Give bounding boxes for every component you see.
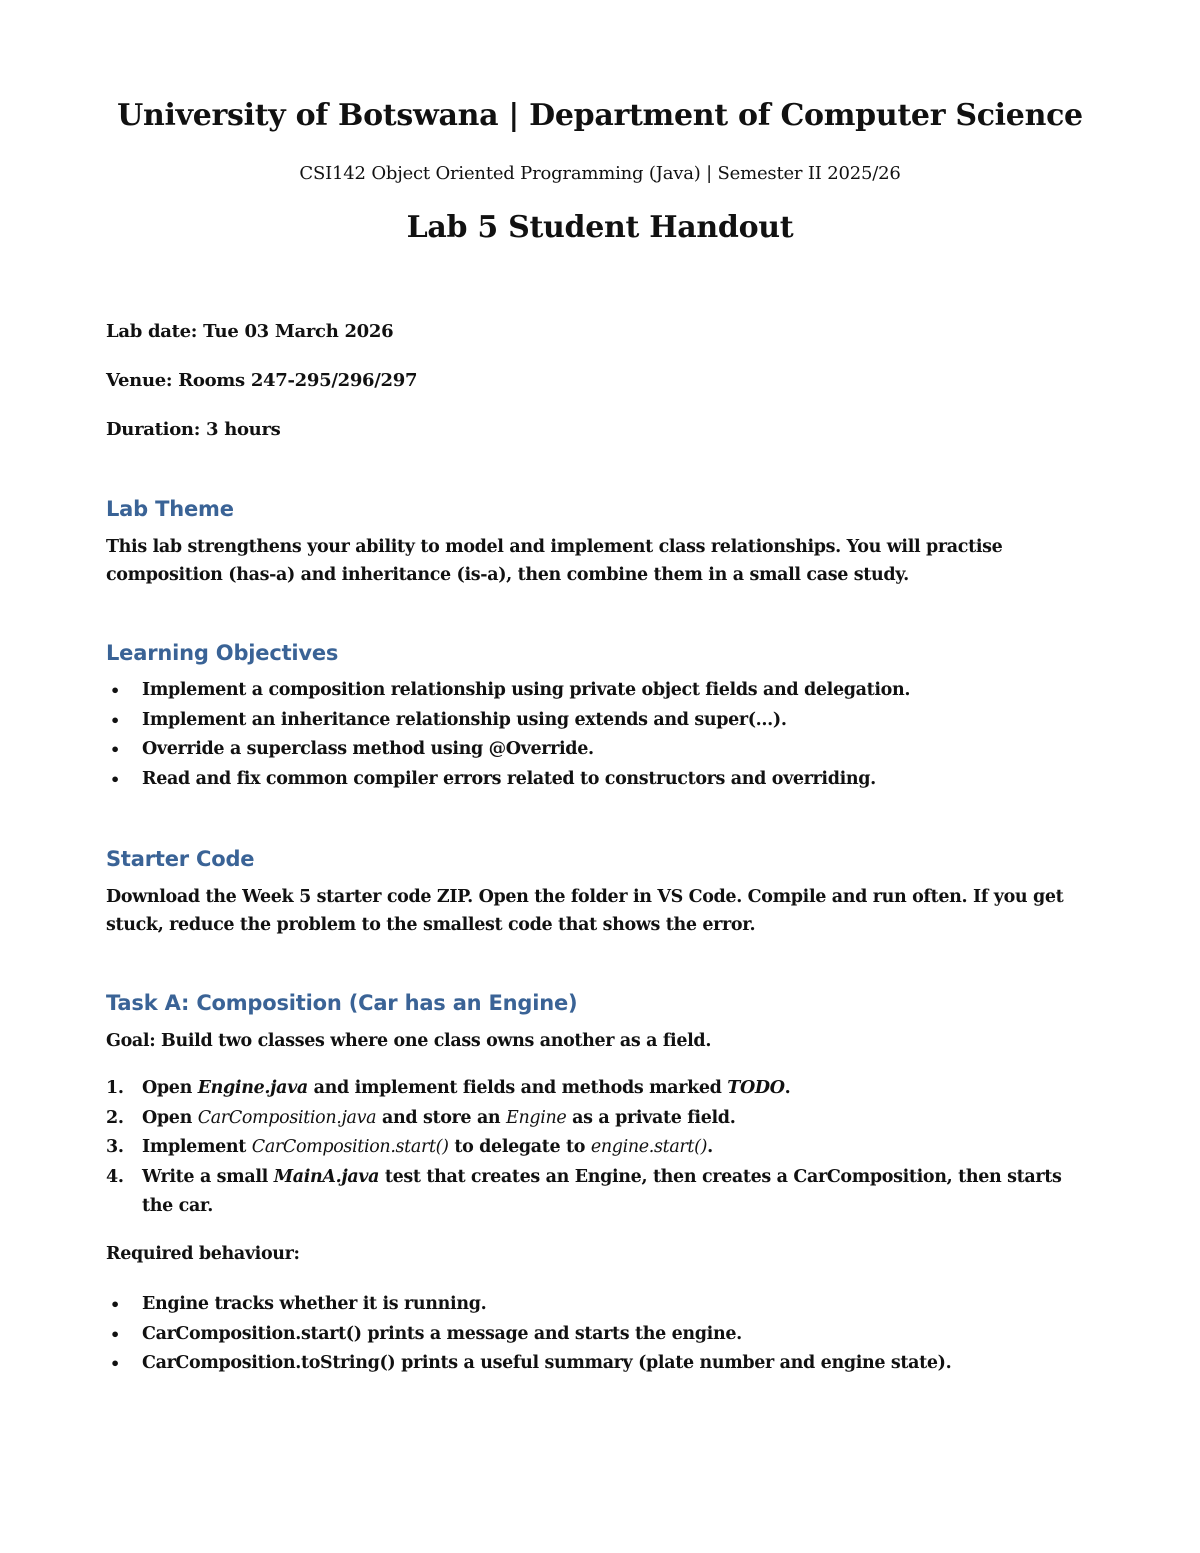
starter-code-text: Download the Week 5 starter code ZIP. Open the folder in VS Code. Compile and run often. If you get stuck, reduce the problem to the smallest code that shows the error. xyxy=(106,887,1064,935)
code-ref: CarComposition.java xyxy=(197,1107,377,1128)
course-subtitle: CSI142 Object Oriented Programming (Java) | Semester II 2025/26 xyxy=(299,163,901,184)
list-item: • Engine tracks whether it is running. xyxy=(106,1290,1096,1320)
list-item: 4. Write a small MainA.java test that creates an Engine, then creates a CarComposition, then starts the car. xyxy=(106,1163,1096,1222)
required-behaviour-list xyxy=(106,1290,1096,1379)
learning-objectives-list xyxy=(106,676,1096,794)
bullet-icon: • xyxy=(110,769,120,789)
starter-code-heading: Starter Code xyxy=(106,847,255,871)
code-ref: Engine.java xyxy=(197,1078,308,1098)
task-a-heading: Task A: Composition (Car has an Engine) xyxy=(106,991,578,1015)
list-item: • Read and fix common compiler errors related to constructors and overriding. xyxy=(106,765,1096,795)
step-number: 3. xyxy=(106,1137,124,1157)
task-a-steps xyxy=(106,1074,1096,1222)
step-number: 1. xyxy=(106,1078,124,1098)
university-title: University of Botswana | Department of Computer Science xyxy=(117,98,1083,133)
duration: Duration: 3 hours xyxy=(106,419,281,440)
list-item: • Implement a composition relationship using private object fields and delegation. xyxy=(106,676,1096,706)
list-item: 2. Open CarComposition.java and store an Engine as a private field. xyxy=(106,1104,1096,1134)
bullet-icon: • xyxy=(110,681,120,700)
bullet-icon: • xyxy=(110,1354,120,1373)
code-ref: Engine xyxy=(506,1107,567,1128)
lab-date: Lab date: Tue 03 March 2026 xyxy=(106,321,394,342)
learning-objectives-heading: Learning Objectives xyxy=(106,641,339,665)
code-ref: MainA.java xyxy=(273,1166,380,1187)
list-item: • CarComposition.start() prints a message and starts the engine. xyxy=(106,1320,1096,1350)
required-behaviour-label: Required behaviour: xyxy=(106,1244,300,1264)
venue: Venue: Rooms 247-295/296/297 xyxy=(106,370,418,391)
code-ref: CarComposition.start() xyxy=(251,1137,449,1157)
lab-theme-heading: Lab Theme xyxy=(106,497,234,521)
list-item: 3. Implement CarComposition.start() to delegate to engine.start(). xyxy=(106,1133,1096,1163)
list-item: • Override a superclass method using @Override. xyxy=(106,735,1096,765)
bullet-icon: • xyxy=(110,740,120,759)
code-ref: engine.start() xyxy=(590,1137,708,1157)
bullet-icon: • xyxy=(110,1295,120,1314)
list-item: • Implement an inheritance relationship using extends and super(...). xyxy=(106,706,1096,736)
list-item: 1. Open Engine.java and implement fields and methods marked TODO. xyxy=(106,1074,1096,1104)
step-number: 2. xyxy=(106,1107,124,1128)
lab-theme-text: This lab strengthens your ability to model and implement class relationships. You will practise composition (has-a) and inheritance (is-a), then combine them in a small case study. xyxy=(106,537,1003,585)
task-a-goal: Goal: Build two classes where one class owns another as a field. xyxy=(106,1031,712,1051)
step-number: 4. xyxy=(106,1166,124,1187)
code-ref: TODO xyxy=(727,1078,785,1098)
bullet-icon: • xyxy=(110,1324,120,1344)
lab-title: Lab 5 Student Handout xyxy=(406,210,794,245)
bullet-icon: • xyxy=(110,710,120,730)
list-item: • CarComposition.toString() prints a useful summary (plate number and engine state). xyxy=(106,1349,1096,1379)
